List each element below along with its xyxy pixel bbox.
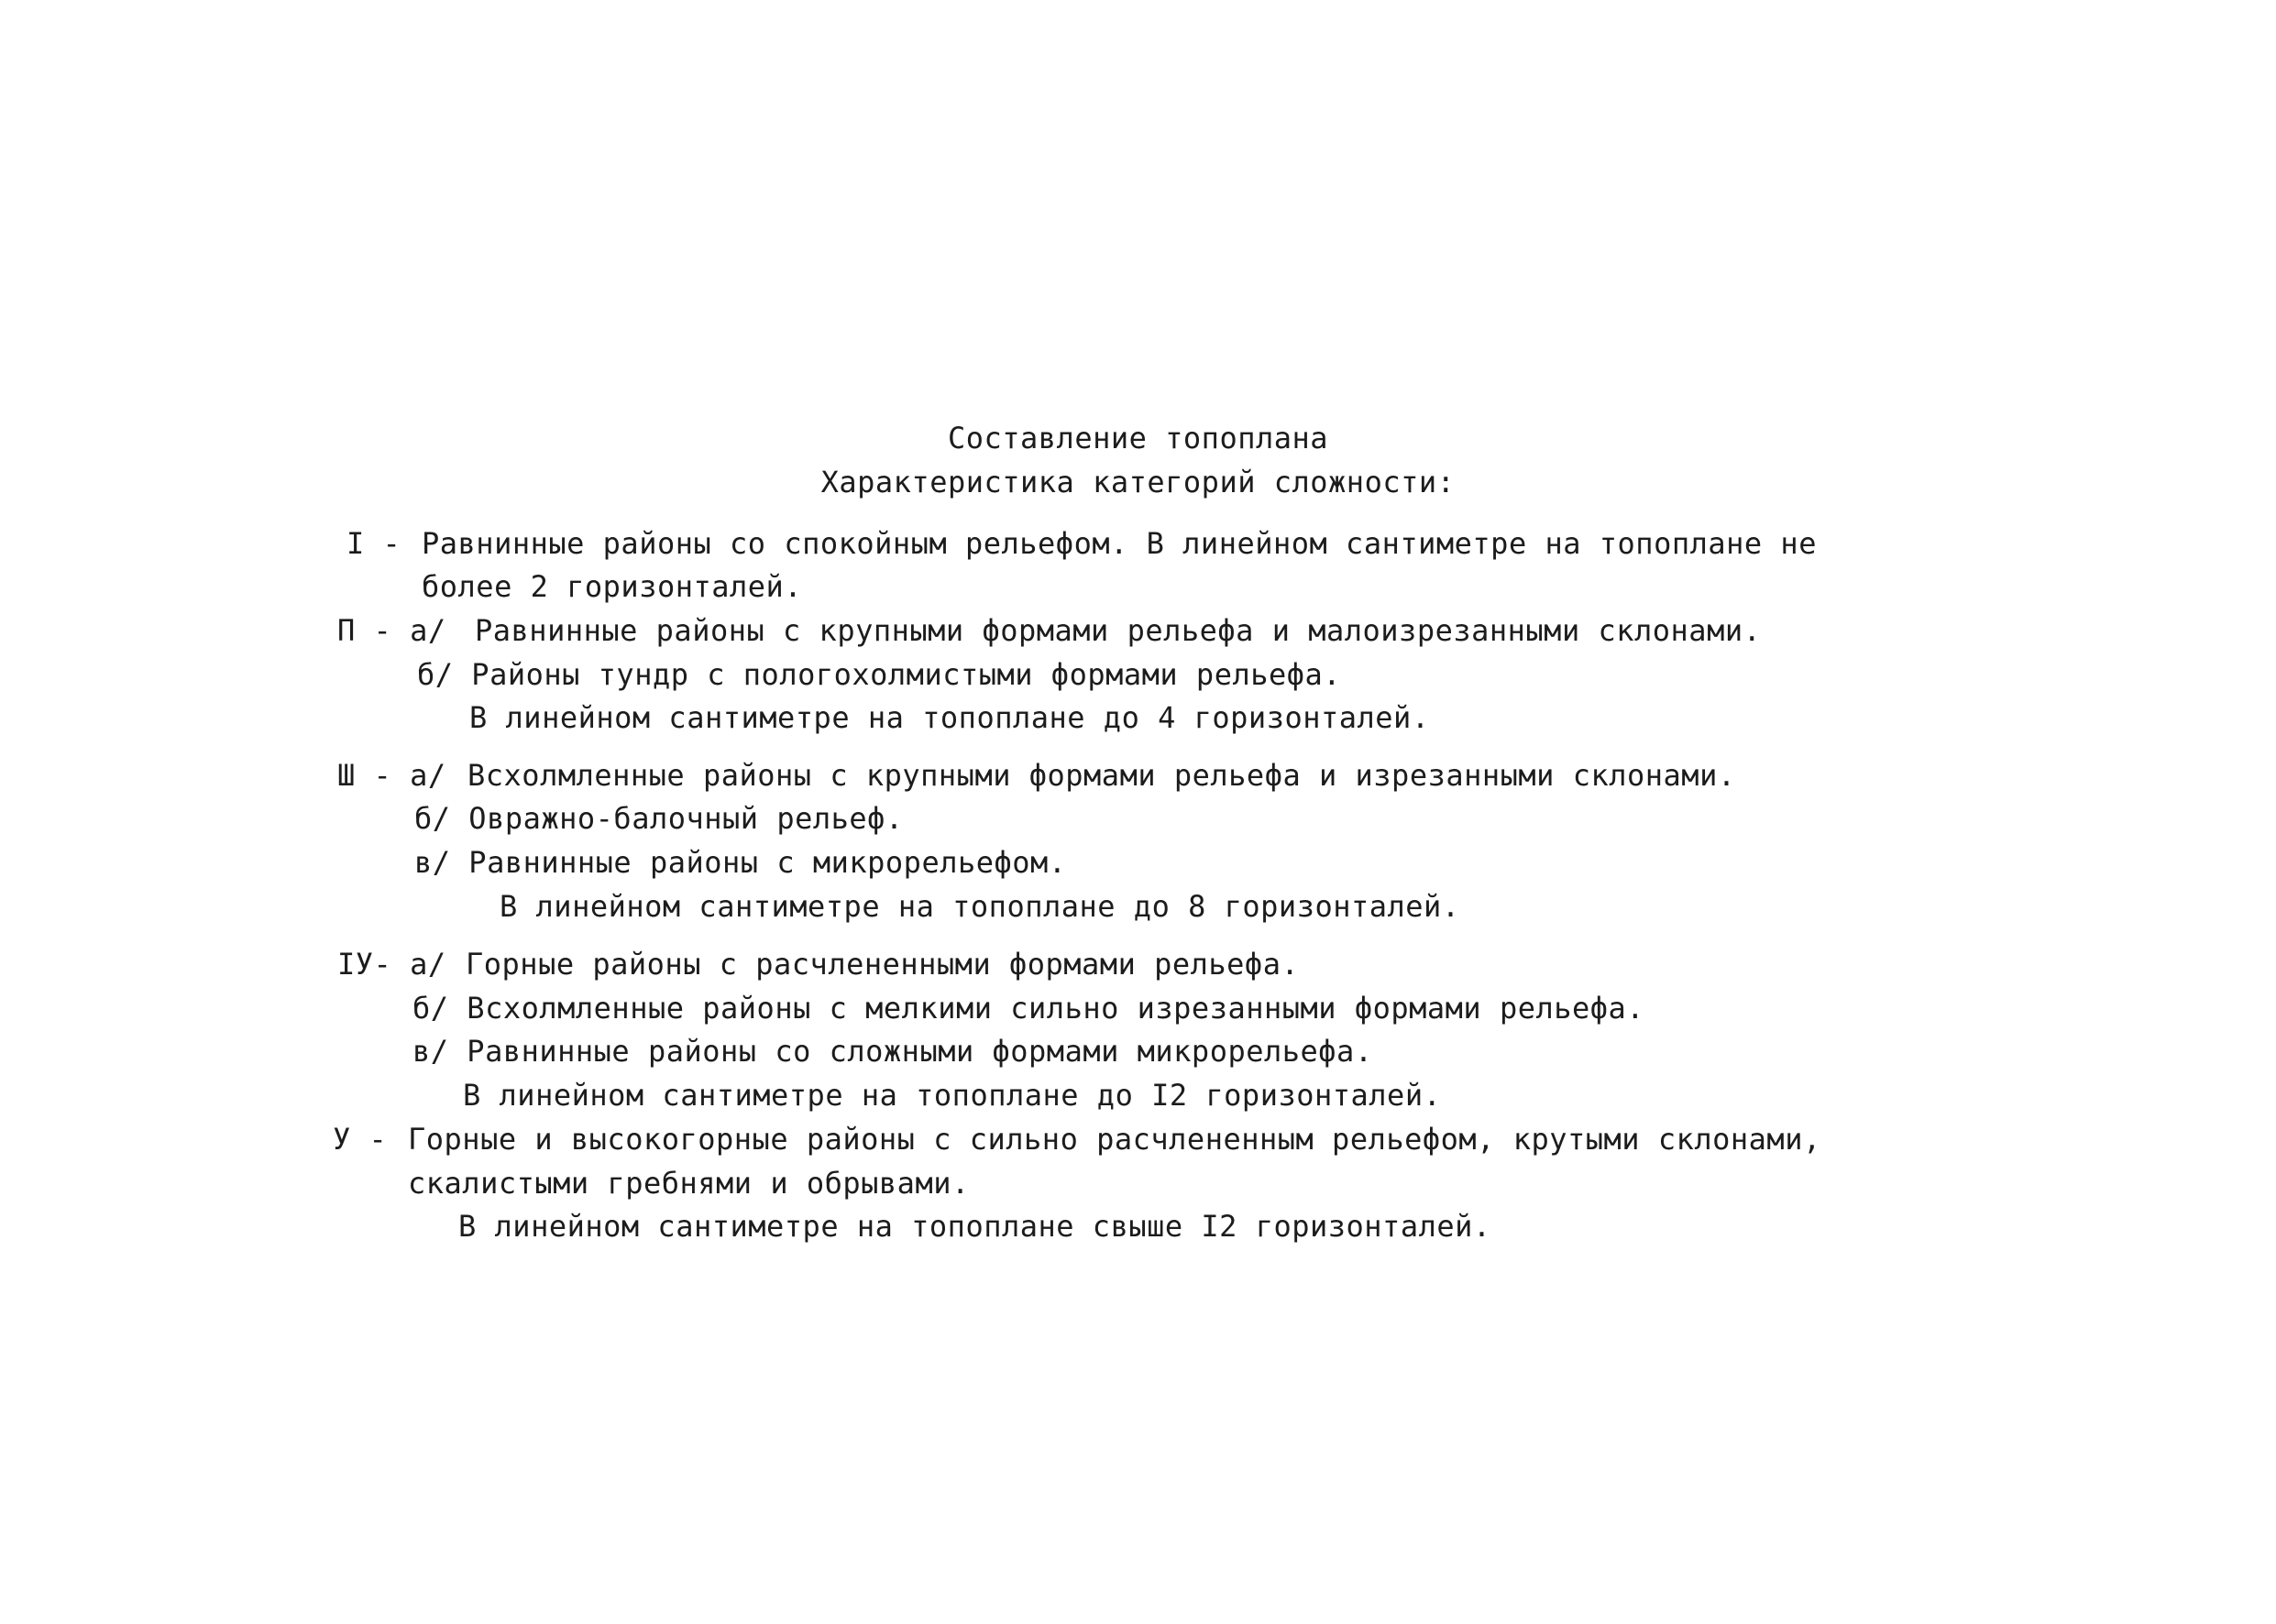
document-subtitle: Характеристика категорий сложности:: [820, 465, 1456, 499]
category-3-line-2: б/ Овражно-балочный рельеф.: [414, 801, 904, 836]
category-3-line-4: В линейном сантиметре на топоплане до 8 горизонталей.: [500, 889, 1460, 924]
category-4-line-2: б/ Всхолмленные районы с мелкими сильно изрезанными формами рельефа.: [412, 991, 1645, 1026]
category-4-label: IУ- а/: [337, 947, 446, 982]
category-1-label: I -: [346, 526, 401, 561]
category-3-line-1: Всхолмленные районы с крупными формами рельефа и изрезанными склонами.: [467, 758, 1736, 793]
category-1-line-2: более 2 горизонталей.: [422, 569, 803, 604]
category-3-line-3: в/ Равнинные районы с микрорельефом.: [414, 845, 1067, 880]
category-2-line-3: В линейном сантиметре на топоплане до 4 горизонталей.: [469, 700, 1430, 735]
category-4-line-1: Горные районы с расчлененными формами рельефа.: [466, 947, 1300, 982]
category-2-label: П - а/: [337, 613, 446, 648]
category-5-line-3: В линейном сантиметре на топоплане свыше I2 горизонталей.: [458, 1209, 1491, 1244]
category-3-label: Ш - а/: [337, 758, 446, 793]
category-4-line-3: в/ Равнинные районы со сложными формами микрорельефа.: [412, 1034, 1373, 1069]
category-5-label: У -: [333, 1122, 388, 1157]
category-5-line-1: Горные и высокогорные районы с сильно расчлененным рельефом, крутыми склонами,: [408, 1122, 1821, 1157]
category-5-line-2: скалистыми гребнями и обрывами.: [408, 1166, 970, 1201]
category-4-line-4: В линейном сантиметре на топоплане до I2 горизонталей.: [463, 1078, 1442, 1113]
category-2-line-2: б/ Районы тундр с пологохолмистыми формами рельефа.: [417, 657, 1342, 692]
document-title: Составление топоплана: [947, 421, 1329, 455]
category-1-line-1: Равнинные районы со спокойным рельефом. В линейном сантиметре на топоплане не: [422, 526, 1817, 561]
category-2-line-1: Равнинные районы с крупными формами рельефа и малоизрезанными склонами.: [475, 613, 1762, 648]
